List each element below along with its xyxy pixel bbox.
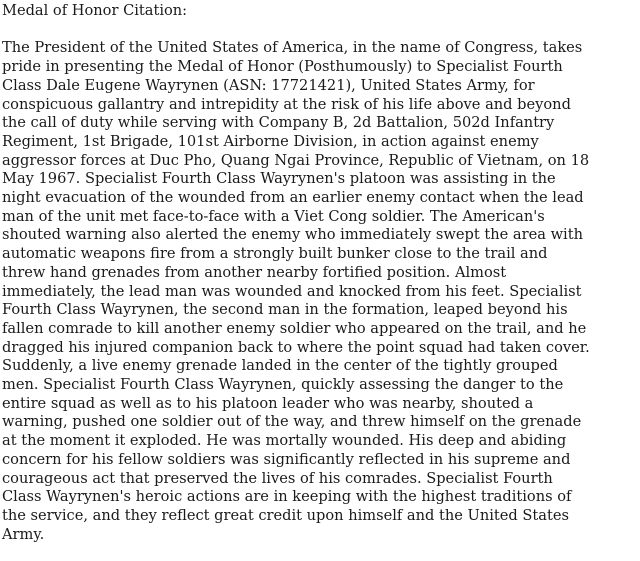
citation-line: at the moment it exploded. He was mortally wounded. His deep and abiding: [2, 432, 567, 450]
paragraph-spacer: [2, 21, 636, 40]
citation-line: pride in presenting the Medal of Honor (Posthumously) to Specialist Fourth: [2, 58, 563, 76]
citation-line: concern for his fellow soldiers was significantly reflected in his supreme and: [2, 450, 571, 468]
citation-heading: Medal of Honor Citation:: [2, 2, 188, 19]
citation-line: entire squad as well as to his platoon leader who was nearby, shouted a: [2, 394, 534, 412]
citation-line: the service, and they reflect great credit upon himself and the United States: [2, 506, 569, 524]
citation-line: threw hand grenades from another nearby fortified position. Almost: [2, 263, 507, 281]
citation-line: aggressor forces at Duc Pho, Quang Ngai Province, Republic of Vietnam, on 18: [2, 151, 590, 169]
citation-line: conspicuous gallantry and intrepidity at the risk of his life above and beyond: [2, 95, 571, 113]
citation-line: Suddenly, a live enemy grenade landed in the center of the tightly grouped: [2, 357, 558, 375]
citation-line: shouted warning also alerted the enemy who immediately swept the area with: [2, 226, 583, 244]
citation-line: dragged his injured companion back to where the point squad had taken cover.: [2, 338, 590, 356]
citation-line: fallen comrade to kill another enemy soldier who appeared on the trail, and he: [2, 319, 587, 337]
citation-line: the call of duty while serving with Company B, 2d Battalion, 502d Infantry: [2, 114, 555, 132]
citation-line: courageous act that preserved the lives of his comrades. Specialist Fourth: [2, 469, 553, 487]
citation-line: Army.: [2, 525, 45, 543]
citation-line: The President of the United States of America, in the name of Congress, takes: [2, 39, 583, 57]
citation-line: warning, pushed one soldier out of the way, and threw himself on the grenade: [2, 413, 582, 431]
citation-line: immediately, the lead man was wounded and knocked from his feet. Specialist: [2, 282, 582, 300]
citation-line: May 1967. Specialist Fourth Class Wayrynen's platoon was assisting in the: [2, 170, 556, 188]
citation-line: Fourth Class Wayrynen, the second man in the formation, leaped beyond his: [2, 301, 568, 319]
citation-line: Regiment, 1st Brigade, 101st Airborne Division, in action against enemy: [2, 132, 539, 150]
citation-line: Class Wayrynen's heroic actions are in keeping with the highest traditions of: [2, 488, 572, 506]
citation-line: night evacuation of the wounded from an earlier enemy contact when the lead: [2, 189, 584, 207]
citation-line: men. Specialist Fourth Class Wayrynen, quickly assessing the danger to the: [2, 376, 564, 394]
citation-line: Class Dale Eugene Wayrynen (ASN: 17721421), United States Army, for: [2, 76, 535, 94]
citation-body: [2, 39, 636, 544]
citation-line: automatic weapons fire from a strongly built bunker close to the trail and: [2, 245, 548, 263]
citation-line: man of the unit met face-to-face with a Viet Cong soldier. The American's: [2, 207, 545, 225]
